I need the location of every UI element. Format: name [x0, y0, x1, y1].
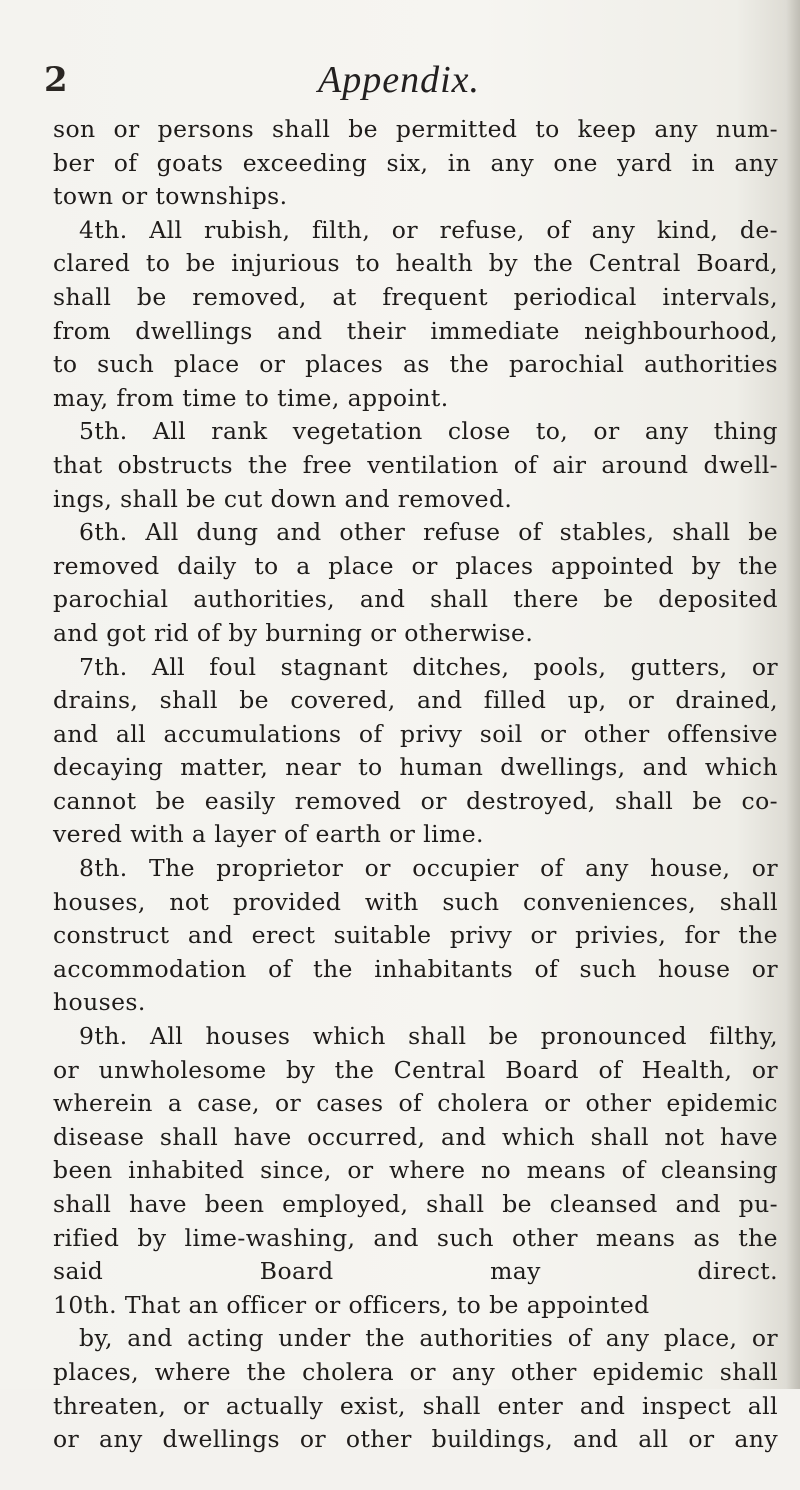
text-line: construct and erect suitable privy or privies, for the: [53, 921, 778, 950]
text-line: 10th. That an officer or officers, to be appointed: [53, 1290, 650, 1319]
text-line: that obstructs the free ventilation of air around dwell-: [53, 450, 778, 479]
running-head: Appendix.: [318, 59, 481, 101]
text-line: 5th. All rank vegetation close to, or any thing: [79, 417, 778, 446]
text-line: may, from time to time, appoint.: [53, 383, 449, 412]
text-line: 7th. All foul stagnant ditches, pools, gutters, or: [79, 652, 778, 681]
text-line: or unwholesome by the Central Board of Health, or: [53, 1055, 778, 1084]
text-line: town or townships.: [53, 182, 288, 211]
text-line: houses, not provided with such conveniences, shall: [53, 887, 778, 916]
text-line: drains, shall be covered, and filled up, or drained,: [53, 686, 778, 715]
text-line: ber of goats exceeding six, in any one yard in any: [53, 148, 778, 177]
text-line: disease shall have occurred, and which shall not have: [53, 1122, 778, 1151]
text-line: 6th. All dung and other refuse of stables, shall be: [79, 518, 778, 547]
text-line: vered with a layer of earth or lime.: [53, 820, 484, 849]
text-line: shall be removed, at frequent periodical intervals,: [53, 282, 778, 311]
text-line: son or persons shall be permitted to keep any num-: [53, 115, 778, 143]
text-line: clared to be injurious to health by the Central Board,: [53, 249, 778, 278]
text-line: houses.: [53, 988, 146, 1017]
text-line: been inhabited since, or where no means of cleansing: [53, 1156, 778, 1185]
text-line: said Board may direct.: [53, 1257, 778, 1286]
text-line: by, and acting under the authorities of any place, or: [79, 1324, 778, 1353]
text-line: 4th. All rubish, filth, or refuse, of any kind, de-: [79, 215, 778, 244]
text-line: and got rid of by burning or otherwise.: [53, 618, 534, 647]
text-line: from dwellings and their immediate neighbourhood,: [53, 316, 778, 345]
text-line: accommodation of the inhabitants of such house or: [53, 954, 778, 983]
text-line: 9th. All houses which shall be pronounced filthy,: [79, 1022, 778, 1051]
text-line: threaten, or actually exist, shall enter and inspect all: [53, 1391, 778, 1420]
text-line: wherein a case, or cases of cholera or other epidemic: [53, 1089, 778, 1118]
body-text: [53, 113, 778, 1490]
text-line: ings, shall be cut down and removed.: [53, 484, 513, 513]
text-line: shall have been employed, shall be cleansed and pu-: [53, 1190, 778, 1218]
page-number: 2: [44, 60, 68, 100]
text-line: parochial authorities, and shall there be deposited: [53, 585, 778, 614]
text-line: [53, 1457, 778, 1490]
text-line: places, where the cholera or any other epidemic shall: [53, 1357, 778, 1386]
page-edge-shadow: [786, 0, 800, 1389]
page-header: [0, 58, 800, 110]
text-line: cannot be easily removed or destroyed, shall be co-: [53, 786, 778, 815]
text-line: 8th. The proprietor or occupier of any house, or: [79, 854, 778, 883]
text-line: to such place or places as the parochial authorities: [53, 350, 778, 379]
text-line: decaying matter, near to human dwellings, and which: [53, 753, 778, 782]
text-line: or any dwellings or other buildings, and all or any: [53, 1425, 778, 1454]
text-line: rified by lime-washing, and such other means as the: [53, 1223, 778, 1252]
text-line: and all accumulations of privy soil or other offensive: [53, 719, 778, 748]
text-line: removed daily to a place or places appointed by the: [53, 551, 778, 580]
